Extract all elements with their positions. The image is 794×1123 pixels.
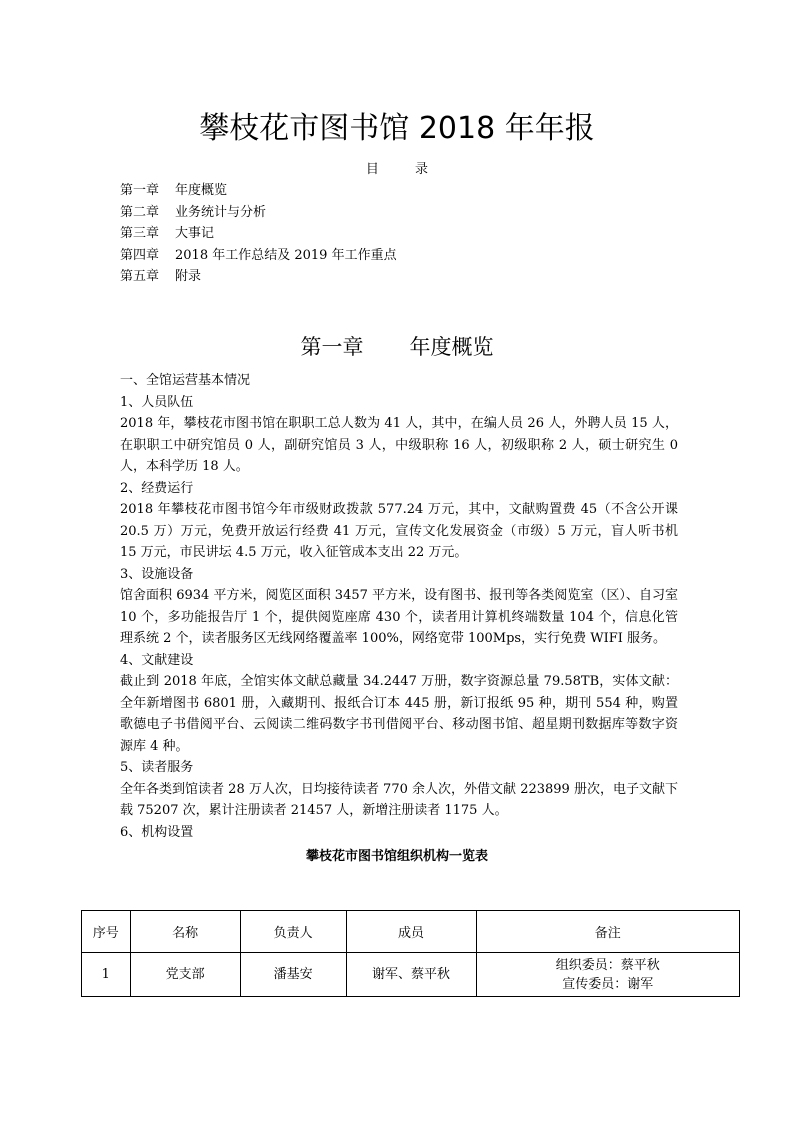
- toc-chapter-title: 2018 年工作总结及 2019 年工作重点: [175, 247, 397, 263]
- table-caption: 攀枝花市图书馆组织机构一览表: [305, 849, 488, 864]
- toc-chapter-number: 第五章: [120, 269, 160, 284]
- toc-chapter-title: 附录: [175, 269, 202, 284]
- header-cell-leader: 负责人: [240, 911, 346, 953]
- toc-chapter-number: 第二章: [120, 204, 160, 220]
- table-of-contents: [120, 180, 680, 288]
- toc-item[interactable]: [120, 223, 680, 245]
- subsection-heading-funding: 2、经费运行: [120, 480, 194, 496]
- chapter-heading: [0, 333, 794, 361]
- subsection-heading-services: 5、读者服务: [120, 760, 194, 775]
- subsection-heading-collection: 4、文献建设: [120, 652, 194, 668]
- toc-chapter-title: 大事记: [175, 226, 215, 241]
- toc-chapter-number: 第一章: [120, 183, 160, 198]
- table-row: [82, 953, 740, 997]
- cell-note: [476, 953, 740, 997]
- cell-members: 谢军、蔡平秋: [346, 953, 476, 997]
- note-line: 组织委员：蔡平秋: [555, 957, 660, 973]
- chapter-number: 第一章: [300, 335, 364, 359]
- chapter-title: 年度概览: [409, 335, 494, 359]
- toc-heading: 目 录: [365, 162, 445, 177]
- paragraph-collection: 截止到 2018 年底，全馆实体文献总藏量 34.2447 万册，数字资源总量 79.58TB，实体文献：全年新增图书 6801 册，入藏期刊、报纸合订本 445 册，新订报纸 95 种，期刊 554 种，购置歌德电子书借阅平台、云阅读二维码数字书刊借阅平台、移动图书馆、超星期刊数据库等数字资源库 4 种。: [120, 674, 678, 754]
- toc-chapter-title: 业务统计与分析: [175, 204, 267, 220]
- subsection-heading-organization: 6、机构设置: [120, 824, 194, 840]
- subsection-heading-staff: 1、人员队伍: [120, 394, 194, 410]
- section-heading: 一、全馆运营基本情况: [120, 373, 251, 388]
- cell-name: 党支部: [130, 953, 240, 997]
- document-title: 攀枝花市图书馆 2018 年年报: [199, 111, 595, 146]
- toc-chapter-number: 第三章: [120, 226, 160, 241]
- header-cell-members: 成员: [346, 911, 476, 953]
- table-header-row: [82, 911, 740, 953]
- toc-chapter-number: 第四章: [120, 247, 160, 263]
- toc-item[interactable]: [120, 245, 680, 267]
- header-cell-name: 名称: [130, 911, 240, 953]
- paragraph-facilities: 馆舍面积 6934 平方米，阅览区面积 3457 平方米，设有图书、报刊等各类阅览室（区）、自习室 10 个，多功能报告厅 1 个，提供阅览座席 430 个，读者用计算机终端数量 104 个，信息化管理系统 2 个，读者服务区无线网络覆盖率 100%，网络宽带 100Mps，实行免费 WIFI 服务。: [120, 588, 678, 646]
- cell-leader: 潘基安: [240, 953, 346, 997]
- paragraph-funding: 2018 年攀枝花市图书馆今年市级财政拨款 577.24 万元，其中，文献购置费 45（不含公开课 20.5 万）万元，免费开放运行经费 41 万元，宣传文化发展资金（市级）5 万元，盲人听书机 15 万元，市民讲坛 4.5 万元，收入征管成本支出 22 万元。: [120, 502, 678, 560]
- header-cell-number: 序号: [82, 911, 131, 953]
- toc-item[interactable]: [120, 180, 680, 202]
- note-line: 宣传委员：谢军: [562, 976, 654, 992]
- paragraph-staff: 2018 年，攀枝花市图书馆在职职工总人数为 41 人，其中，在编人员 26 人，外聘人员 15 人，在职职工中研究馆员 0 人，副研究馆员 3 人，中级职称 16 人，初级职称 2 人，硕士研究生 0 人，本科学历 18 人。: [120, 416, 678, 474]
- paragraph-services: 全年各类到馆读者 28 万人次，日均接待读者 770 余人次，外借文献 223899 册次，电子文献下载 75207 次，累计注册读者 21457 人，新增注册读者 1175 人。: [120, 781, 678, 818]
- cell-number: 1: [82, 953, 131, 997]
- org-table: [81, 910, 740, 997]
- header-cell-note: 备注: [476, 911, 740, 953]
- subsection-heading-facilities: 3、设施设备: [120, 566, 194, 582]
- chapter-body: [120, 370, 678, 843]
- toc-item[interactable]: [120, 202, 680, 224]
- toc-chapter-title: 年度概览: [175, 183, 228, 198]
- toc-item[interactable]: [120, 266, 680, 288]
